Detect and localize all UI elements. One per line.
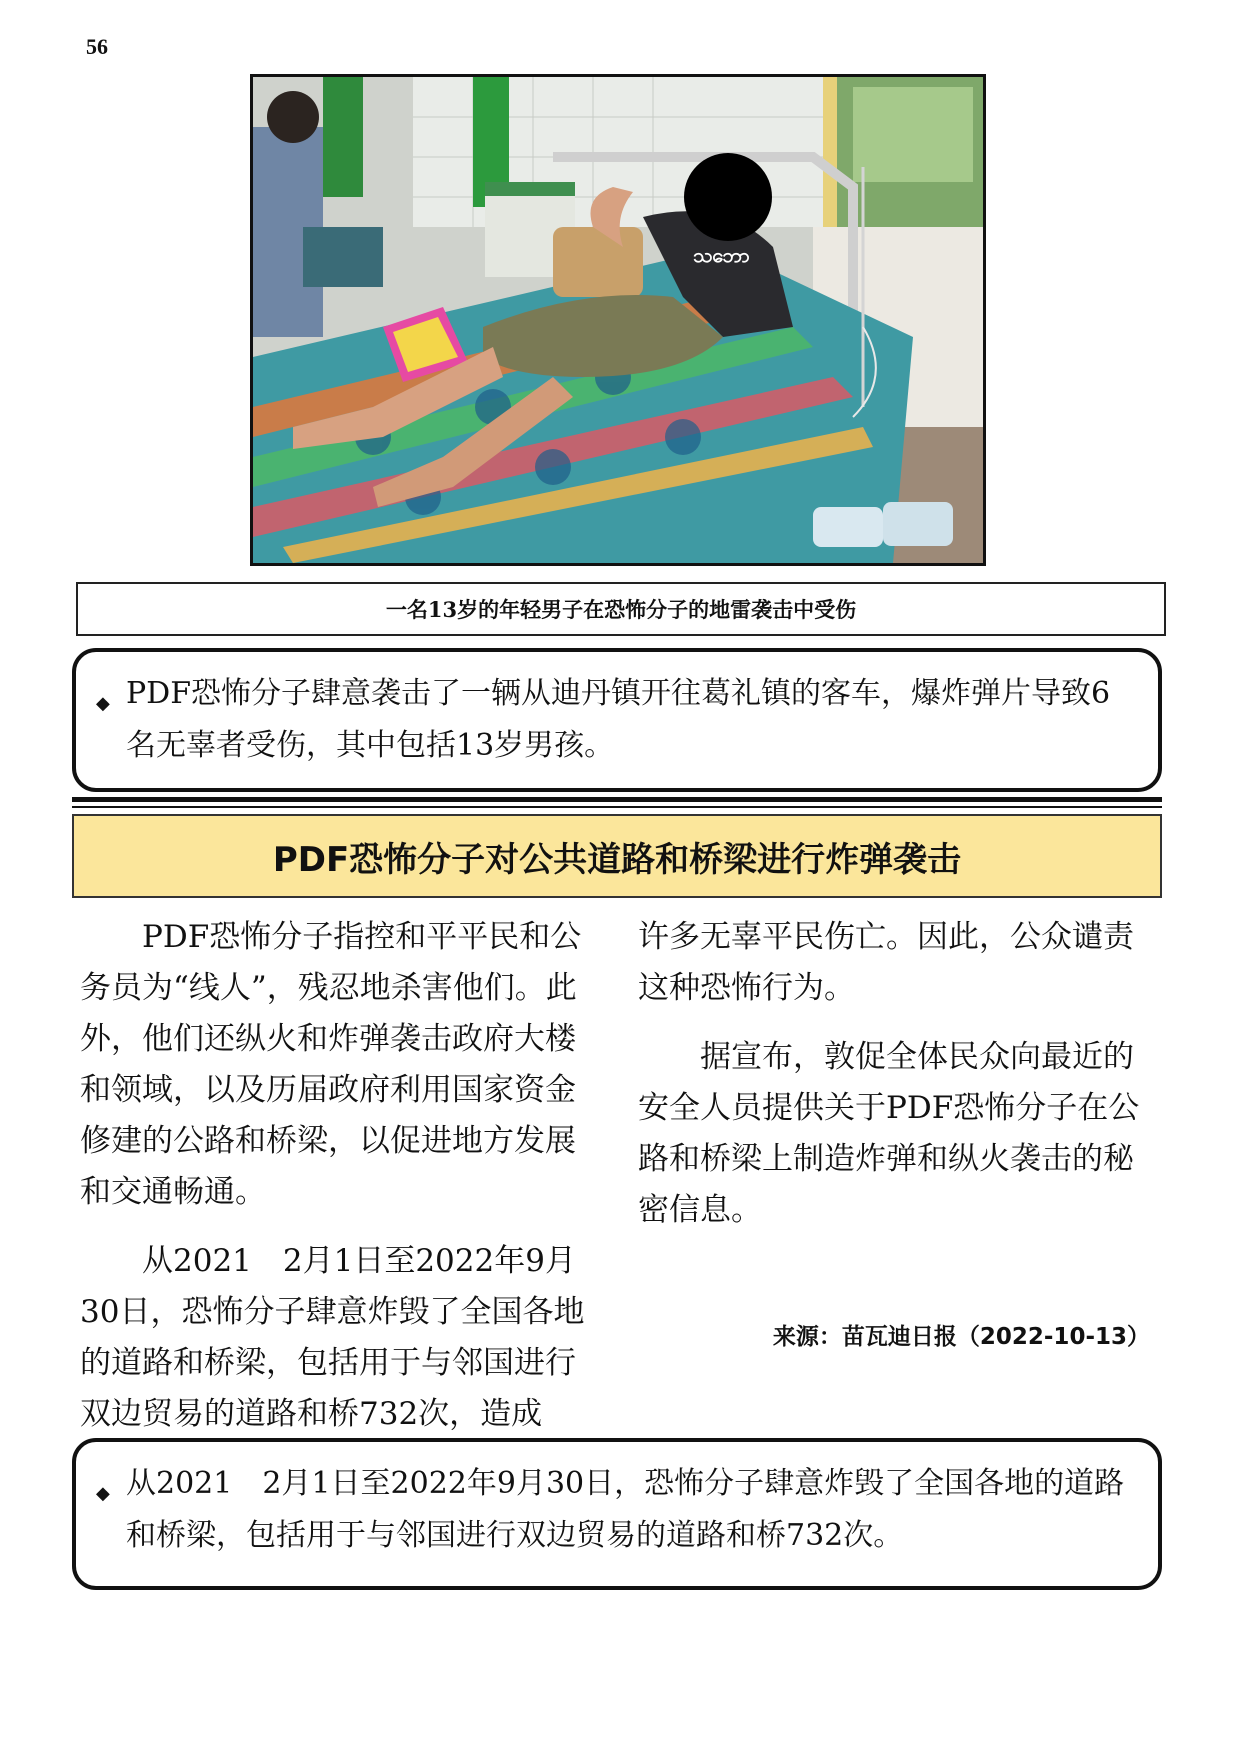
divider-thin [72, 806, 1162, 808]
article-paragraph: 据宣布，敦促全体民众向最近的安全人员提供关于PDF恐怖分子在公路和桥梁上制造炸弹和纵火袭击的秘密信息。 [638, 1039, 1140, 1228]
hospital-photo [250, 74, 986, 566]
article-paragraph: 从2021 2月1日至2022年9月30日，恐怖分子肆意炸毁了全国各地的道路和桥梁，包括用于与邻国进行双边贸易的道路和桥732次，造成 [80, 1243, 585, 1432]
highlight-box-top [72, 648, 1162, 792]
diamond-bullet-icon: ◆ [96, 693, 110, 714]
divider-thick [72, 797, 1162, 802]
section-heading: PDF恐怖分子对公共道路和桥梁进行炸弹袭击 [72, 814, 1162, 898]
shirt-text: သဘော [693, 243, 750, 267]
article-paragraph: 许多无辜平民伤亡。因此，公众谴责这种恐怖行为。 [638, 919, 1134, 1006]
photo-caption: 一名13岁的年轻男子在恐怖分子的地雷袭击中受伤 [76, 582, 1166, 636]
diamond-bullet-icon: ◆ [96, 1483, 110, 1504]
highlight-text-top: PDF恐怖分子肆意袭击了一辆从迪丹镇开往葛礼镇的客车，爆炸弹片导致6名无辜者受伤，其中包括13岁男孩。 [126, 676, 1111, 763]
article-column-right [638, 912, 1160, 1254]
source-credit: 来源：苗瓦迪日报（2022-10-13） [772, 1324, 1150, 1350]
page-number: 56 [86, 34, 108, 59]
article-column-left [80, 912, 592, 1458]
article-paragraph: PDF恐怖分子指控和平平民和公务员为“线人”，残忍地杀害他们。此外，他们还纵火和炸弹袭击政府大楼和领域，以及历届政府利用国家资金修建的公路和桥梁，以促进地方发展和交通畅通。 [80, 919, 582, 1210]
highlight-text-bottom: 从2021 2月1日至2022年9月30日，恐怖分子肆意炸毁了全国各地的道路和桥梁，包括用于与邻国进行双边贸易的道路和桥732次。 [126, 1466, 1125, 1553]
highlight-box-bottom [72, 1438, 1162, 1590]
